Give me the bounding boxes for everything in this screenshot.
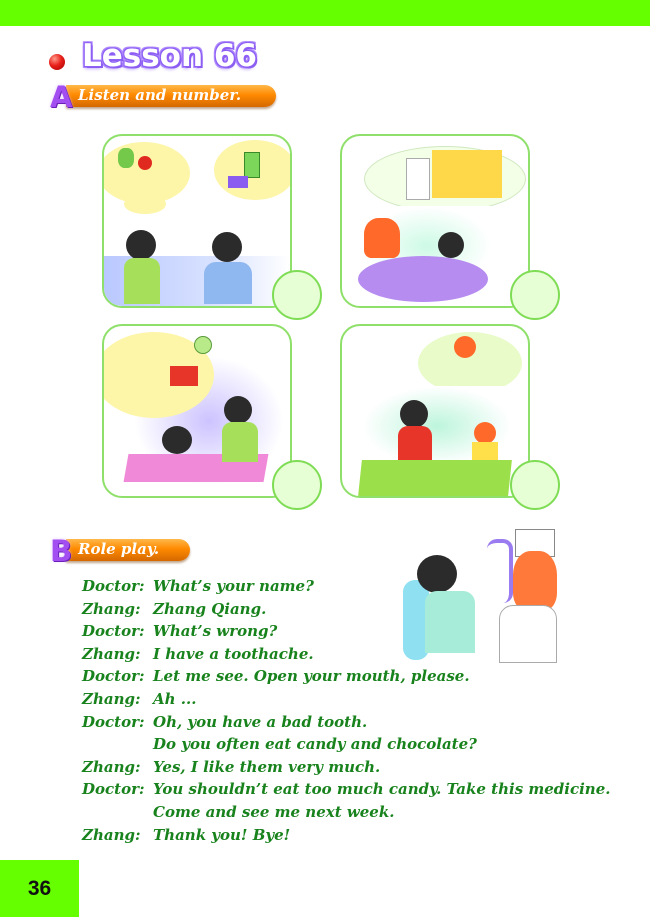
dialogue-line: Yes, I like them very much. [153,757,381,776]
soda-can-icon [244,152,260,178]
boy-patient-head [417,555,457,593]
section-a-pill [66,85,276,107]
dialogue-line: I have a toothache. [153,644,314,663]
sister-head [224,396,252,424]
mother-head [400,400,428,428]
page-number-box [0,860,79,917]
dialogue-line: Zhang Qiang. [153,599,267,618]
hospital-building-icon [432,150,502,198]
dialogue-line: You shouldn’t eat too much candy. Take this medicine. [153,780,611,799]
lesson-title: Lesson 66 [82,38,257,74]
doctor-coat [499,605,557,663]
section-a-label: Listen and number. [78,86,242,104]
dialogue-line: Thank you! Bye! [153,825,291,844]
thought-bubble-healthy-lower [124,194,166,214]
picture-2-frame [340,134,530,308]
picture-3-frame [102,324,292,498]
speaker: Doctor: [82,780,145,799]
speaker: Doctor: [82,667,145,686]
girl-washing-dishes [454,336,476,358]
boy-2-body [204,262,252,304]
speaker: Doctor: [82,712,145,731]
speaker: Doctor: [82,622,145,641]
section-b-pill [66,539,190,561]
speaker: Zhang: [82,644,141,663]
dining-table [358,256,488,302]
section-b-label: Role play. [78,540,160,558]
mother-body [398,426,432,462]
clock-icon [194,336,212,354]
dialogue-line: Ah ... [153,689,197,708]
speaker: Zhang: [82,825,141,844]
dialogue-line: Oh, you have a bad tooth. [153,712,368,731]
dental-lamp-arm [487,539,513,603]
page-number: 36 [27,877,52,900]
dialogue-line: Let me see. Open your mouth, please. [153,667,470,686]
tv-icon [170,366,198,386]
speaker: Zhang: [82,599,141,618]
dialogue-line: Come and see me next week. [153,802,395,821]
section-b-header [50,534,190,568]
boy-1-head [126,230,156,260]
speaker: Zhang: [82,757,141,776]
boy-1-body [124,258,160,304]
vegetables-icon [118,148,134,168]
doctor-hair [513,551,557,611]
sleeping-girl-head [162,426,192,454]
speaker: Zhang: [82,689,141,708]
tomato-icon [138,156,152,170]
red-ball-bullet-icon [49,54,65,70]
top-color-bar [0,0,650,26]
mother-hair [364,218,400,258]
candy-box-icon [228,176,248,188]
study-desk [358,460,512,496]
dialogue-line: Do you often eat candy and chocolate? [153,735,477,754]
dialogue-line: What’s your name? [153,577,314,595]
boy-patient-body [425,591,475,653]
doctor-figure [406,158,430,200]
answer-circle-2[interactable] [510,270,560,320]
section-a-letter: A [50,80,73,114]
answer-circle-1[interactable] [272,270,322,320]
sister-body [222,422,258,462]
answer-circle-4[interactable] [510,460,560,510]
dialogue-line: What’s wrong? [153,622,278,641]
section-b-letter: B [50,534,73,568]
picture-1-frame [102,134,292,308]
dentist-illustration [395,525,565,665]
daughter-head [474,422,496,444]
answer-circle-3[interactable] [272,460,322,510]
boy-head [438,232,464,258]
boy-2-head [212,232,242,262]
picture-4-frame [340,324,530,498]
section-a-header [50,80,276,114]
speaker: Doctor: [82,577,145,595]
